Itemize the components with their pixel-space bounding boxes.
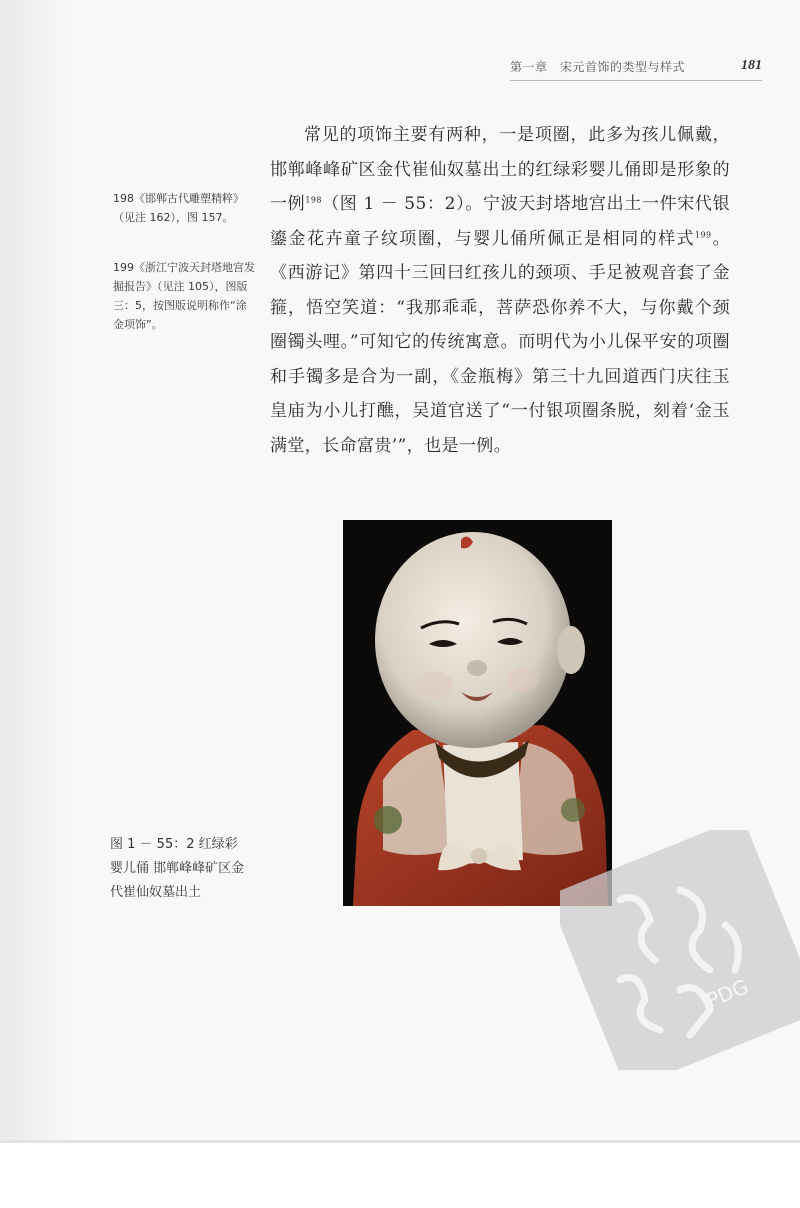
footnote-198: 198《邯郸古代雕塑精粹》（见注 162），图 157。 xyxy=(113,192,244,224)
page-gutter-shadow xyxy=(0,0,70,1140)
paragraph-text-c: 。《西游记》第四十三回曰红孩儿的颈项、手足被观音套了金箍，悟空笑道：“我那乖乖，菩萨恐你养不大，与你戴个颈圈镯头哩。”可知它的传统寓意。而明代为小儿保平安的项圈和手镯多是合为一副，《金瓶梅》第三十九回道西门庆往玉皇庙为小儿打醮，吴道官送了“一付银项圈条脱，刻着‘金玉满堂，长命富贵’”，也是一例。 xyxy=(270,228,730,456)
page-number: 181 xyxy=(741,58,762,73)
watermark-seal xyxy=(560,830,800,1070)
body-paragraph xyxy=(270,118,730,463)
figure-caption: 图 1 － 55：2 红绿彩婴儿俑 邯郸峰峰矿区金代崔仙奴墓出土 xyxy=(110,837,245,900)
footnote-199: 199《浙江宁波天封塔地宫发掘报告》（见注 105），图版三：5，按图版说明称作“涂金项饰”。 xyxy=(113,261,255,331)
paragraph-text-b: （图 1 － 55：2）。宁波天封塔地宫出土一件宋代银鎏金花卉童子纹项圈，与婴儿俑所佩正是相同的样式 xyxy=(270,194,730,249)
chapter-title: 第一章 宋元首饰的类型与样式 xyxy=(510,59,686,74)
footnote-ref-198: 198 xyxy=(305,195,322,205)
watermark-text: PDG xyxy=(702,974,752,1013)
paragraph-text-a: 常见的项饰主要有两种，一是项圈，此多为孩儿佩戴，邯郸峰峰矿区金代崔仙奴墓出土的红绿彩婴儿俑即是形象的一例 xyxy=(270,125,730,214)
running-header xyxy=(510,52,762,81)
paragraph-1 xyxy=(270,118,730,463)
footnote-ref-199: 199 xyxy=(695,229,712,239)
pdg-seal-icon xyxy=(560,830,800,1070)
